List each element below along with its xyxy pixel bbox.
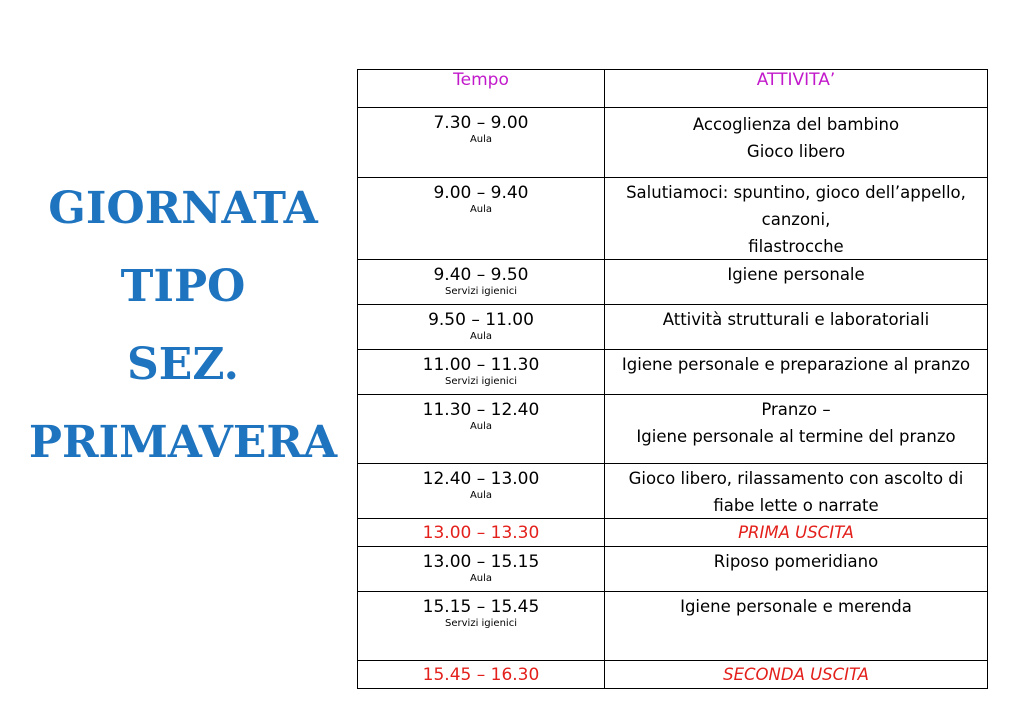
activity-line: Igiene personale al termine del pranzo	[636, 427, 956, 446]
activity-line: PRIMA USCITA	[738, 523, 854, 542]
activity-line: canzoni,	[761, 210, 831, 229]
time-range: 11.30 – 12.40	[422, 400, 540, 420]
activity-line: SECONDA USCITA	[723, 665, 869, 684]
time-range: 15.15 – 15.45	[422, 597, 540, 617]
header-time: Tempo	[358, 70, 605, 108]
activity-cell	[605, 305, 988, 350]
time-range: 13.00 – 13.30	[422, 522, 540, 543]
activity-line: Riposo pomeridiano	[713, 552, 879, 571]
table-row	[358, 178, 988, 260]
table-row	[358, 547, 988, 592]
time-range: 9.50 – 11.00	[428, 310, 534, 330]
time-range: 15.45 – 16.30	[422, 664, 540, 685]
title-line-tipo: TIPO	[120, 261, 246, 312]
place-label: Aula	[469, 134, 493, 145]
table-row	[358, 305, 988, 350]
table-row-exit	[358, 661, 988, 689]
place-label: Aula	[469, 331, 493, 342]
time-range: 9.40 – 9.50	[433, 265, 529, 285]
time-cell	[358, 395, 605, 464]
time-cell	[358, 350, 605, 395]
activity-line: Attività strutturali e laboratoriali	[662, 310, 930, 329]
time-cell	[358, 547, 605, 592]
page-title	[18, 170, 348, 482]
time-range: 11.00 – 11.30	[422, 355, 540, 375]
place-label: Servizi igienici	[445, 286, 517, 297]
place-label: Aula	[469, 204, 493, 215]
table-row	[358, 108, 988, 178]
title-line-sez: SEZ.	[127, 339, 239, 390]
table-row	[358, 592, 988, 661]
activity-line: Igiene personale	[727, 265, 865, 284]
table-row	[358, 395, 988, 464]
activity-line: Salutiamoci: spuntino, gioco dell’appello,	[626, 183, 966, 202]
time-cell	[358, 178, 605, 260]
table-row	[358, 260, 988, 305]
activity-line: Igiene personale e merenda	[680, 597, 912, 616]
place-label: Servizi igienici	[445, 376, 517, 387]
activity-line: filastrocche	[748, 237, 844, 256]
time-range: 12.40 – 13.00	[422, 469, 540, 489]
activity-cell	[605, 464, 988, 519]
activity-cell	[605, 108, 988, 178]
activity-line: Accoglienza del bambino	[692, 115, 900, 134]
time-cell	[358, 305, 605, 350]
activity-cell	[605, 260, 988, 305]
activity-line: Igiene personale e preparazione al pranzo	[621, 355, 971, 374]
header-activity: ATTIVITA’	[605, 70, 988, 108]
activity-line: Gioco libero	[746, 142, 846, 161]
table-row-exit	[358, 519, 988, 547]
activity-cell	[605, 395, 988, 464]
place-label: Aula	[469, 421, 493, 432]
activity-line: Pranzo –	[761, 400, 831, 419]
activity-line: Gioco libero, rilassamento con ascolto di	[628, 469, 964, 488]
time-range: 9.00 – 9.40	[433, 183, 529, 203]
time-cell	[358, 108, 605, 178]
time-cell	[358, 661, 605, 689]
activity-cell	[605, 519, 988, 547]
time-cell	[358, 464, 605, 519]
activity-cell	[605, 178, 988, 260]
time-range: 7.30 – 9.00	[433, 113, 529, 133]
place-label: Aula	[469, 490, 493, 501]
table-row	[358, 350, 988, 395]
time-cell	[358, 260, 605, 305]
activity-line: fiabe lette o narrate	[713, 496, 879, 515]
activity-cell	[605, 592, 988, 661]
place-label: Aula	[469, 573, 493, 584]
time-range: 13.00 – 15.15	[422, 552, 540, 572]
schedule-table	[357, 69, 988, 689]
time-cell	[358, 519, 605, 547]
title-line-giornata: GIORNATA	[48, 183, 318, 234]
activity-cell	[605, 350, 988, 395]
activity-cell	[605, 661, 988, 689]
table-row	[358, 464, 988, 519]
time-cell	[358, 592, 605, 661]
activity-cell	[605, 547, 988, 592]
title-line-primavera: PRIMAVERA	[28, 417, 338, 468]
place-label: Servizi igienici	[445, 618, 517, 629]
table-header-row	[358, 70, 988, 108]
